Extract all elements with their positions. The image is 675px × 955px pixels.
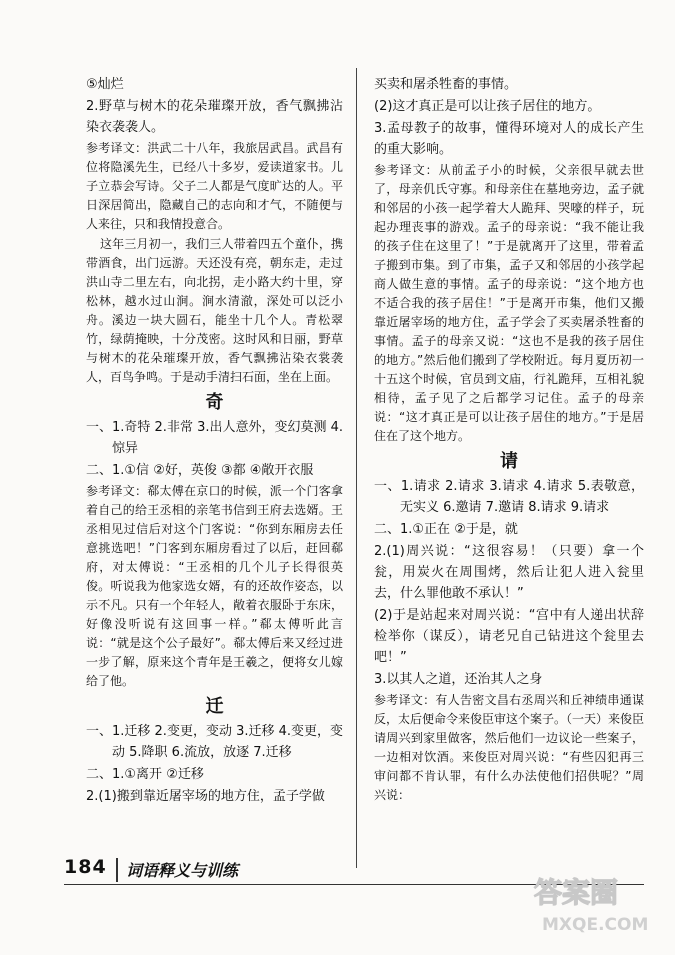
watermark-text-bottom: MXQE.COM bbox=[542, 915, 649, 935]
section-heading-qi: 奇 bbox=[205, 392, 224, 413]
footer-separator bbox=[116, 858, 118, 882]
answer-line: 3.孟母教子的故事，懂得环境对人的成长产生的重大影响。 bbox=[374, 121, 644, 157]
translation-paragraph: 参考译文：郗太傅在京口的时候，派一个门客拿着自己的给王丞相的亲笔书信到王府去选婿。王丞相见过信后对这个门客说：“你到东厢房去任意挑选吧！”门客到东厢房看过了以后，赶回郗府，对太傅说：“王丞相的几个儿子长得很英俊。听说我为他家选女婿，有的还故作姿态，以示不凡。只有一个年轻人，敞着衣服卧于东床，好像没听说有这回事一样。”郗太傅听此言说：“就是这个公子最好”。郗太傅后来又经过进一步了解，原来这个青年是王羲之，便将女儿嫁给了他。 bbox=[86, 484, 343, 688]
right-column bbox=[374, 74, 644, 806]
left-column bbox=[86, 74, 343, 808]
answer-line: 一、1.迁移 2.变更，变动 3.迁移 4.变更，变动 5.降职 6.流放，放逐 7.迁移 bbox=[86, 724, 344, 760]
answer-line: 3.以其人之道，还治其人之身 bbox=[374, 672, 543, 687]
answer-line: 二、1.①正在 ②于是，就 bbox=[374, 522, 518, 537]
page-number: 184 bbox=[64, 856, 107, 878]
answer-line: 二、1.①离开 ②迁移 bbox=[86, 767, 204, 782]
answer-line: 一、1.请求 2.请求 3.请求 4.请求 5.表敬意，无实义 6.邀请 7.邀请 8.请求 9.请求 bbox=[374, 479, 644, 515]
watermark-icon bbox=[528, 870, 658, 940]
watermark-logo bbox=[528, 870, 658, 940]
translation-paragraph: 这年三月初一，我们三人带着四五个童仆，携带酒食，出门远游。天还没有亮，朝东走，走过洪山寺二里左右，向北拐，走小路大约十里，穿松林，越水过山涧。涧水清澈，深处可以泛小舟。溪边一块大圆石，能坐十几个人。青松翠竹，绿荫掩映，十分茂密。这时风和日丽，野草与树木的花朵璀璨开放，香气飘拂沾染衣裳袭人，百鸟争鸣。于是动手清扫石面，坐在上面。 bbox=[86, 237, 343, 384]
answer-line: (2)这才真正是可以让孩子居住的地方。 bbox=[374, 99, 601, 114]
watermark-text-top: 答案圈 bbox=[534, 876, 619, 909]
answer-line: 二、1.①信 ②好，英俊 ③都 ④敞开衣服 bbox=[86, 463, 314, 478]
section-heading-qing: 请 bbox=[500, 451, 518, 472]
answer-line: 2.野草与树木的花朵璀璨开放，香气飘拂沾染衣袭袭人。 bbox=[86, 99, 343, 135]
answer-line: (2)于是站起来对周兴说：“宫中有人递出状辞检举你（谋反），请老兄自己钻进这个瓮里去吧！” bbox=[374, 608, 644, 665]
translation-paragraph: 参考译文：有人告密文昌右丞周兴和丘神绩串通谋反，太后便命令来俊臣审这个案子。（一天）来俊臣请周兴到家里做客，然后他们一边议论一些案子，一边相对饮酒。来俊臣对周兴说：“有些囚犯再三审问都不肯认罪，有什么办法使他们招供呢？”周兴说： bbox=[374, 693, 645, 802]
page-footer bbox=[64, 856, 484, 886]
answer-line: 2.(1)搬到靠近屠宰场的地方住，孟子学做 bbox=[86, 789, 325, 804]
book-title: 词语释义与训练 bbox=[126, 861, 239, 880]
answer-line: 买卖和屠杀牲畜的事情。 bbox=[374, 77, 518, 92]
translation-paragraph: 参考译文：洪武二十八年，我旅居武昌。武昌有位将隐溪先生，已经八十多岁，爱读道家书。儿子立恭会写诗。父子二人都是气度旷达的人。平日深居简出，隐藏自己的志向和才气，不随便与人来往，只和我情投意合。 bbox=[86, 141, 343, 231]
column-divider bbox=[356, 68, 357, 868]
answer-line: 一、1.奇特 2.非常 3.出人意外，变幻莫测 4.惊异 bbox=[86, 420, 344, 456]
answer-line: ⑤灿烂 bbox=[86, 77, 124, 92]
section-heading-qian: 迁 bbox=[205, 696, 224, 717]
translation-paragraph: 参考译文：从前孟子小的时候，父亲很早就去世了，母亲仉氏守寡。和母亲住在墓地旁边，孟子就和邻居的小孩一起学着大人跪拜、哭嚎的样子，玩起办理丧事的游戏。孟子的母亲说：“我不能让我的孩子住在这里了！”于是就离开了这里，带着孟子搬到市集。到了市集，孟子又和邻居的小孩学起商人做生意的事情。孟子的母亲说：“这个地方也不适合我的孩子居住！”于是离开市集，他们又搬靠近屠宰场的地方住，孟子学会了买卖屠杀牲畜的事情。孟子的母亲又说：“这也不是我的孩子居住的地方。”然后他们搬到了学校附近。每月夏历初一十五这个时候，官员到文庙，行礼跪拜，互相礼貌相待，孟子见了之后都学习记住。孟子的母亲说：“这才真正是可以让孩子居住的地方。”于是居住在了这个地方。 bbox=[374, 163, 644, 443]
answer-line: 2.(1)周兴说：“这很容易！（只要）拿一个瓮，用炭火在周围烤，然后让犯人进入瓮里去，什么罪他敢不承认！” bbox=[374, 544, 644, 601]
